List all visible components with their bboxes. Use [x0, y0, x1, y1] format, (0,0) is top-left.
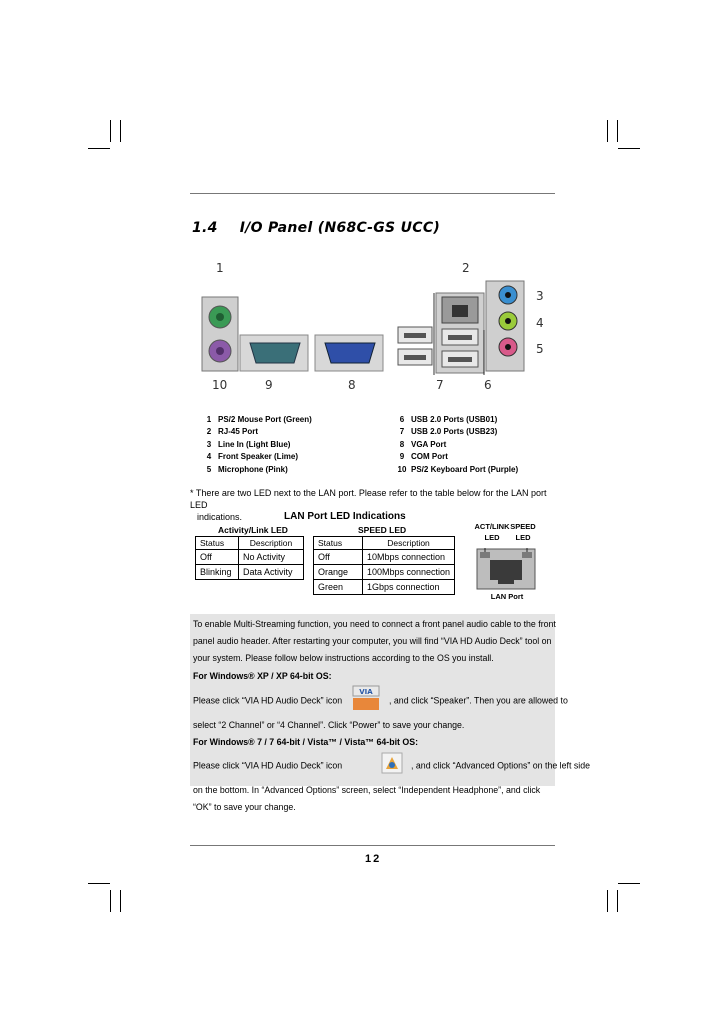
activity-led-title: Activity/Link LED	[218, 525, 288, 535]
via-hd-audio-deck-icon	[351, 685, 381, 717]
speed-led-label: SPEED LED	[510, 522, 536, 542]
lan-port-label: LAN Port	[490, 592, 524, 601]
callout-5: 5	[536, 342, 544, 356]
page-number: 12	[365, 853, 382, 865]
callout-10: 10	[212, 378, 228, 392]
act-link-led-label: ACT/LINK LED	[474, 522, 510, 542]
audio-deck-vista-icon	[381, 751, 403, 781]
com-port	[250, 343, 300, 363]
vga-port	[325, 343, 375, 363]
port-legend-left	[200, 414, 312, 476]
table-row: Orange 100Mbps connection	[314, 565, 455, 580]
legend-row: 8 VGA Port	[399, 439, 447, 449]
callout-8: 8	[348, 378, 356, 392]
audio-instructions-box: To enable Multi-Streaming function, you need to connect a front panel audio cable to the front panel audio header. After restarting your computer, you will find “VIA HD Audio Deck” tool on your system. Please follow below instructions according to the OS you install. For Windows® XP / XP 64-bit OS: Please click “VIA HD Audio Deck” icon VIA , and click “Speaker”. Then you are allowed to select “2 Channel” or “4 Channel”. Click “Power” to save your change. For Windows® 7 / 7 64-bit / Vista™ / Vista™ 64-bit OS: Please click “VIA HD Audio Deck” icon , and click “Advanced Options” on the left side on the bottom. In “Advanced Options” screen, select “Independent Headphone”, and click “OK” to save your change.	[190, 614, 555, 786]
table-header-row: Status Description	[196, 537, 304, 550]
legend-row: 6 USB 2.0 Ports (USB01)	[399, 415, 498, 424]
lan-led-title: LAN Port LED Indications	[284, 511, 406, 522]
legend-row: 9 COM Port	[399, 452, 448, 462]
callout-2: 2	[462, 261, 470, 275]
table-row: Off No Activity	[196, 550, 304, 565]
section-heading	[192, 220, 440, 236]
callout-7: 7	[436, 378, 444, 392]
legend-row: 1 PS/2 Mouse Port (Green)	[206, 415, 312, 424]
callout-6: 6	[484, 378, 492, 392]
callout-1: 1	[216, 261, 224, 275]
legend-row: 10 PS/2 Keyboard Port (Purple)	[397, 464, 519, 474]
speed-led-table	[313, 536, 455, 595]
vista-heading: For Windows® 7 / 7 64-bit / Vista™ / Vista™ 64-bit OS:	[193, 737, 419, 748]
top-rule	[190, 193, 555, 194]
lan-port-illustration	[476, 548, 536, 590]
section-title: I/O Panel (N68C-GS UCC)	[239, 220, 441, 236]
lan-led-note: * There are two LED next to the LAN port. Please refer to the table below for the LAN port LED indications.	[190, 488, 547, 522]
table-row: Green 1Gbps connection	[314, 580, 455, 595]
legend-row: 4 Front Speaker (Lime)	[206, 452, 299, 462]
legend-row: 5 Microphone (Pink)	[206, 464, 288, 474]
callout-3: 3	[536, 289, 544, 303]
port-legend-right	[393, 414, 518, 476]
legend-row: 3 Line In (Light Blue)	[206, 439, 291, 449]
table-header-row: Status Description	[314, 537, 455, 550]
callout-9: 9	[265, 378, 273, 392]
svg-text:VIA: VIA	[358, 687, 373, 696]
bottom-rule	[190, 845, 555, 846]
io-panel-illustration	[190, 275, 530, 375]
table-row: Blinking Data Activity	[196, 565, 304, 580]
speed-led-title: SPEED LED	[358, 525, 407, 535]
legend-row: 7 USB 2.0 Ports (USB23)	[399, 427, 498, 437]
section-number: 1.4	[192, 220, 218, 236]
callout-4: 4	[536, 316, 544, 330]
table-row: Off 10Mbps connection	[314, 550, 455, 565]
legend-row: 2 RJ-45 Port	[206, 427, 259, 437]
activity-led-table	[195, 536, 304, 580]
xp-heading: For Windows® XP / XP 64-bit OS:	[193, 670, 332, 681]
